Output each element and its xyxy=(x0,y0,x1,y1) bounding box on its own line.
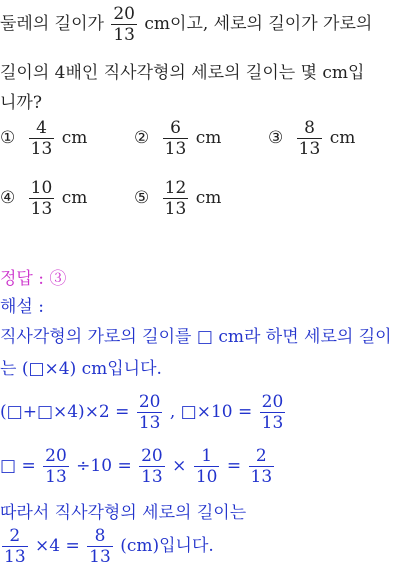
question-line-2: 길이의 4배인 직사각형의 세로의 길이는 몇 cm입 xyxy=(0,63,365,83)
fraction: $\frac{2}{13}$ xyxy=(4,526,26,567)
choice-1[interactable]: ① $\frac{4}{13}$ cm xyxy=(0,118,88,159)
choice-4[interactable]: ④ $\frac{10}{13}$ cm xyxy=(0,178,88,219)
question-line-1 xyxy=(0,4,372,45)
fraction: $\frac{20}{13}$ xyxy=(45,446,67,487)
explanation-line-1: 직사각형의 가로의 길이를 □ cm라 하면 세로의 길이 xyxy=(0,327,392,347)
fraction: $\frac{1}{10}$ xyxy=(195,446,218,487)
fraction: $\frac{8}{13}$ xyxy=(298,118,321,159)
fraction: $\frac{20}{13}$ xyxy=(113,4,135,45)
choice-5[interactable]: ⑤ $\frac{12}{13}$ cm xyxy=(134,178,222,219)
choice-2[interactable]: ② $\frac{6}{13}$ cm xyxy=(134,118,222,159)
fraction: $\frac{6}{13}$ xyxy=(164,118,187,159)
fraction: $\frac{20}{13}$ xyxy=(138,392,161,433)
fraction: $\frac{10}{13}$ xyxy=(30,178,53,219)
answer-label: 정답 : ③ xyxy=(0,269,67,289)
question-line-3: 니까? xyxy=(0,93,42,113)
fraction: $\frac{2}{13}$ xyxy=(250,446,273,487)
explanation-line-3: 따라서 직사각형의 세로의 길이는 xyxy=(0,503,247,523)
equation-2: □ = $\frac{20}{13}$ ÷10 = $\frac{20}{13}$ × $\frac{1}{10}$ = $\frac{2}{13}$ xyxy=(0,446,273,487)
equation-3: $\frac{2}{13}$ ×4 = $\frac{8}{13}$ (cm)입니다. xyxy=(4,526,214,567)
fraction: $\frac{4}{13}$ xyxy=(30,118,53,159)
question-text: 둘레의 길이가 xyxy=(0,14,104,34)
fraction: $\frac{20}{13}$ xyxy=(261,392,284,433)
explanation-line-2: 는 (□×4) cm입니다. xyxy=(0,359,162,379)
fraction: $\frac{12}{13}$ xyxy=(164,178,187,219)
fraction: $\frac{20}{13}$ xyxy=(141,446,163,487)
fraction: $\frac{8}{13}$ xyxy=(89,526,111,567)
question-text: cm이고, 세로의 길이가 가로의 xyxy=(144,14,373,34)
explanation-label: 해설 : xyxy=(0,297,44,317)
choice-3[interactable]: ③ $\frac{8}{13}$ cm xyxy=(268,118,356,159)
equation-1: (□+□×4)×2 = $\frac{20}{13}$ , □×10 = $\frac{20}{13}$ xyxy=(0,392,284,433)
